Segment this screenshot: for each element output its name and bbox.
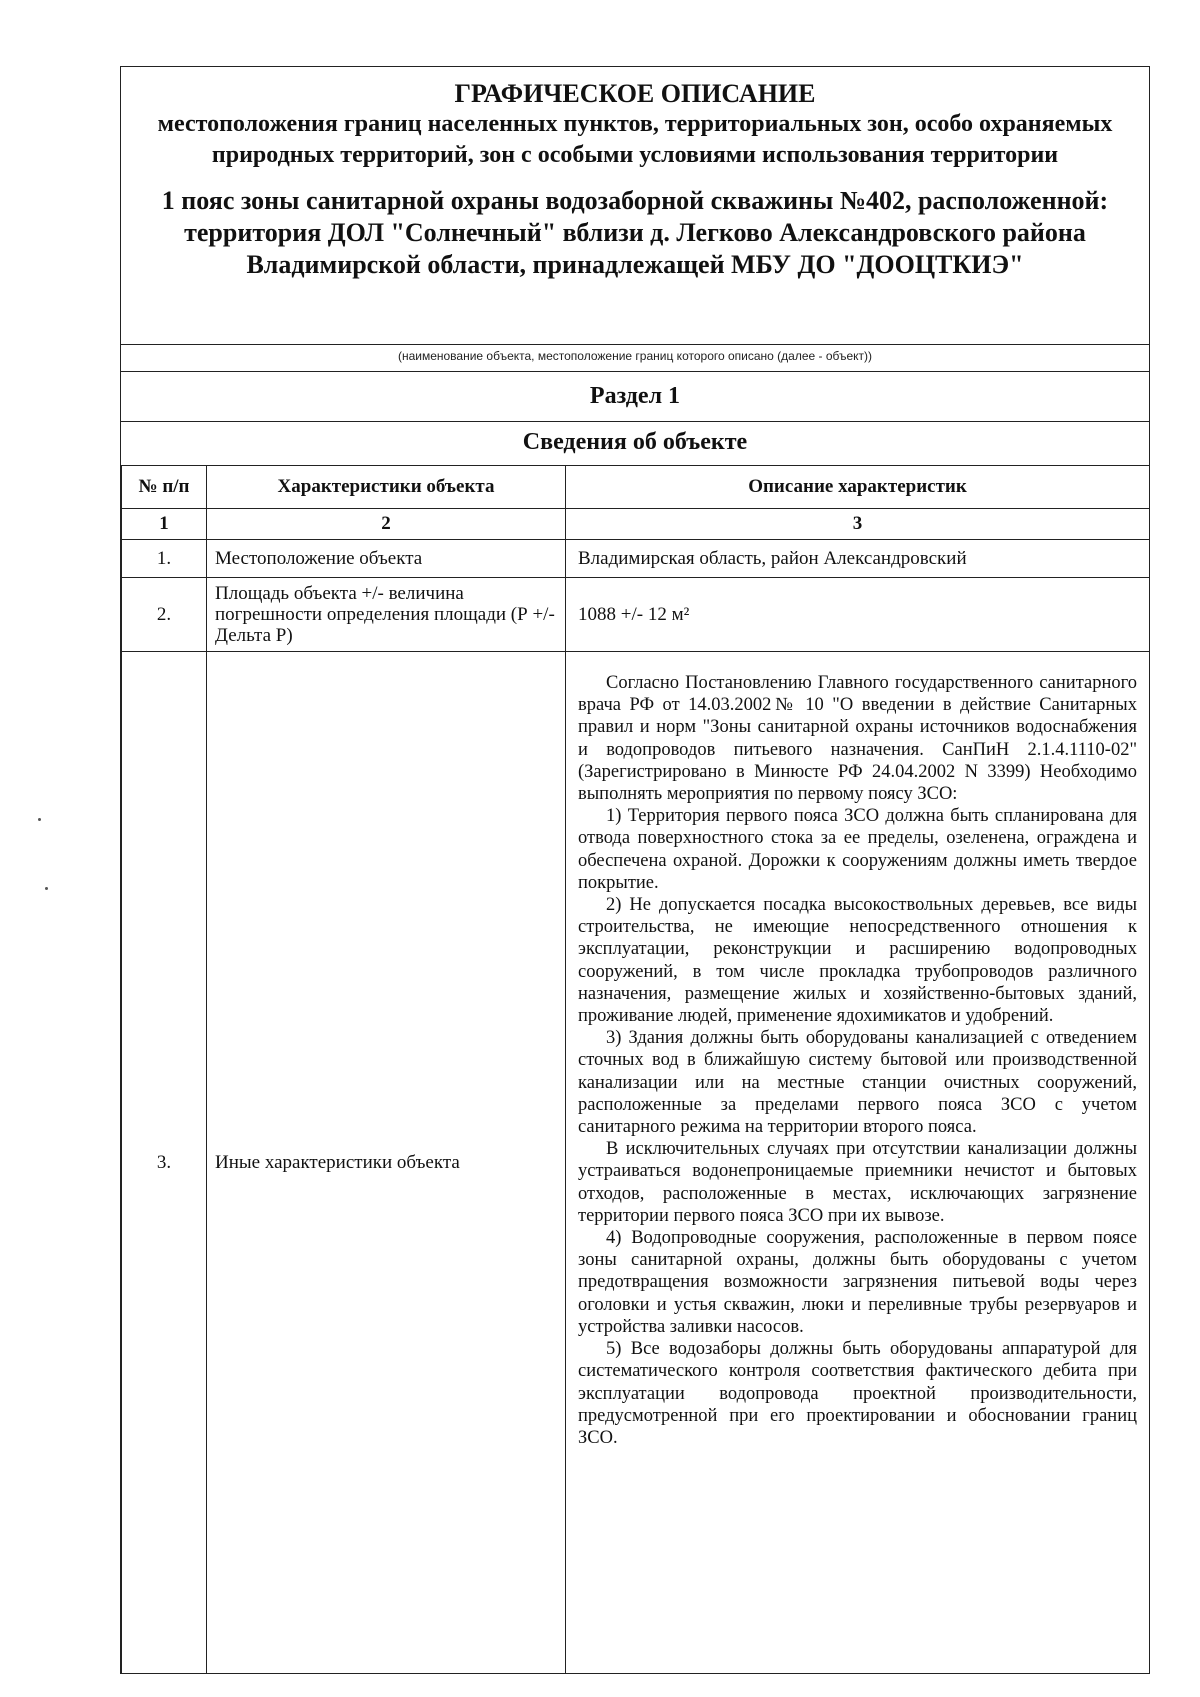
description-paragraph: 5) Все водозаборы должны быть оборудованы аппаратурой для систематического контроля соответствия фактического дебита при эксплуатации водопровода проектной производительности, предусмотренной при его проектировании и обосновании границ ЗСО. (578, 1339, 1137, 1448)
divider (121, 421, 1149, 422)
row-description: 1088 +/- 12 м² (566, 578, 1150, 652)
scan-speck (38, 818, 41, 821)
column-header-characteristic: Характеристики объекта (207, 466, 566, 509)
row-characteristic: Местоположение объекта (207, 540, 566, 578)
document-frame (120, 66, 1150, 1674)
document-header (121, 67, 1149, 344)
document-subtitle: местоположения границ населенных пунктов, территориальных зон, особо охраняемых природных территорий, зон с особыми условиями использования территории (157, 111, 1113, 168)
description-paragraph: В исключительных случаях при отсутствии канализации должны устраиваться водонепроницаемые приемники нечистот и бытовых отходов, расположенные в местах, исключающих загрязнение территории первого пояса ЗСО при их вывозе. (578, 1139, 1137, 1226)
column-number-row (122, 509, 1150, 540)
table-row (122, 540, 1150, 578)
row-description: Владимирская область, район Александровский (566, 540, 1150, 578)
row-characteristic: Иные характеристики объекта (207, 652, 566, 1674)
object-name: 1 пояс зоны санитарной охраны водозаборной скважины №402, расположенной: территория ДОЛ "Солнечный" вблизи д. Легково Александровского района Владимирской области, принадлежащей МБУ ДО "ДООЦТКИЭ" (161, 186, 1109, 279)
object-caption: (наименование объекта, местоположение границ которого описано (далее - объект)) (397, 349, 873, 363)
section-title: Раздел 1 (589, 383, 681, 409)
scan-speck (45, 887, 48, 890)
row-number: 1. (122, 540, 207, 578)
column-number: 2 (207, 509, 566, 540)
description-paragraph: 4) Водопроводные сооружения, расположенные в первом поясе зоны санитарной охраны, должны быть оборудованы с учетом предотвращения возможности загрязнения питьевой воды через оголовки и устья скважин, люки и переливные трубы резервуаров и устройства заливки насосов. (578, 1228, 1137, 1337)
document-title: ГРАФИЧЕСКОЕ ОПИСАНИЕ (454, 79, 816, 108)
description-paragraph: 3) Здания должны быть оборудованы канализацией с отведением сточных вод в ближайшую систему бытовой или производственной канализации или на местные станции очистных сооружений, расположенные за пределами первого пояса ЗСО с учетом санитарного режима на территории второго пояса. (578, 1028, 1137, 1138)
table-header-row (122, 466, 1150, 509)
row-number: 2. (122, 578, 207, 652)
divider (121, 371, 1149, 372)
description-paragraph: 1) Территория первого пояса ЗСО должна быть спланирована для отвода поверхностного стока за ее пределы, озеленена, ограждена и обеспечена охраной. Дорожки к сооружениям должны иметь твердое покрытие. (578, 806, 1137, 893)
description-paragraph: 2) Не допускается посадка высокоствольных деревьев, все виды строительства, не имеющие непосредственного отношения к эксплуатации, реконструкции и расширению водопроводных сооружений, в том числе прокладка трубопроводов различного назначения, размещение жилых и хозяйственно-бытовых зданий, проживание людей, применение ядохимикатов и удобрений. (578, 895, 1137, 1027)
object-info-table (121, 465, 1150, 1674)
section-subtitle: Сведения об объекте (522, 429, 748, 455)
column-header-num: № п/п (122, 466, 207, 509)
column-header-description: Описание характеристик (566, 466, 1150, 509)
row-characteristic: Площадь объекта +/- величина погрешности определения площади (Р +/- Дельта Р) (207, 578, 566, 652)
description-paragraph: Согласно Постановлению Главного государственного санитарного врача РФ от 14.03.2002№ 10 "О введении в действие Санитарных правил и норм "Зоны санитарной охраны источников водоснабжения и водопроводов питьевого назначения. СанПиН 2.1.4.1110-02" (Зарегистрировано в Минюсте РФ 24.04.2002 N 3399) Необходимо выполнять мероприятия по первому поясу ЗСО: (578, 673, 1137, 805)
row-number: 3. (122, 652, 207, 1674)
table-row (122, 652, 1150, 1674)
column-number: 3 (566, 509, 1150, 540)
divider (121, 344, 1149, 345)
column-number: 1 (122, 509, 207, 540)
row-description-long (566, 652, 1150, 1674)
table-row (122, 578, 1150, 652)
